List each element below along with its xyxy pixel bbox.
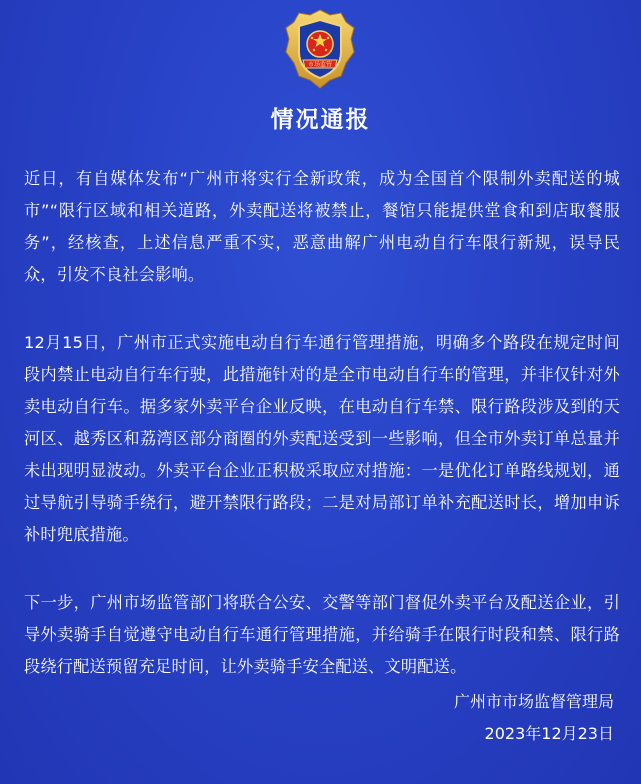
page-title: 情况通报: [270, 107, 371, 133]
svg-text:市场监管: 市场监管: [307, 61, 333, 69]
paragraph-2: 12月15日，广州市正式实施电动自行车通行管理措施，明确多个路段在规定时间段内禁止电动自行车行驶，此措施针对的是全市电动自行车的管理，并非仅针对外卖电动自行车。据多家外卖平台企业反映，在电动自行车禁、限行路段涉及到的天河区、越秀区和荔湾区部分商圈的外卖配送受到一些影响，但全市外卖订单总量并未出现明显波动。外卖平台企业正积极采取应对措施：一是优化订单路线规划，通过导航引导骑手绕行，避开禁限行路段；二是对局部订单补充配送时长，增加申诉补时兜底措施。: [24, 333, 620, 544]
police-badge-icon: [283, 8, 357, 90]
announcement-body: [24, 163, 620, 719]
paragraph-3: 下一步，广州市场监管部门将联合公安、交警等部门督促外卖平台及配送企业，引导外卖骑手自觉遵守电动自行车通行管理措施，并给骑手在限行时段和禁、限行路段绕行配送预留充足时间，让外卖骑手安全配送、文明配送。: [24, 593, 620, 676]
paragraph-1: 近日，有自媒体发布“广州市将实行全新政策，成为全国首个限制外卖配送的城市”“限行区域和相关道路，外卖配送将被禁止，餐馆只能提供堂食和到店取餐服务”，经核查，上述信息严重不实，恶意曲解广州电动自行车限行新规，误导民众，引发不良社会影响。: [24, 169, 620, 284]
issuing-organization: 广州市市场监督管理局: [453, 692, 614, 711]
issue-date: 2023年12月23日: [484, 724, 614, 743]
signature-block: [454, 686, 614, 750]
